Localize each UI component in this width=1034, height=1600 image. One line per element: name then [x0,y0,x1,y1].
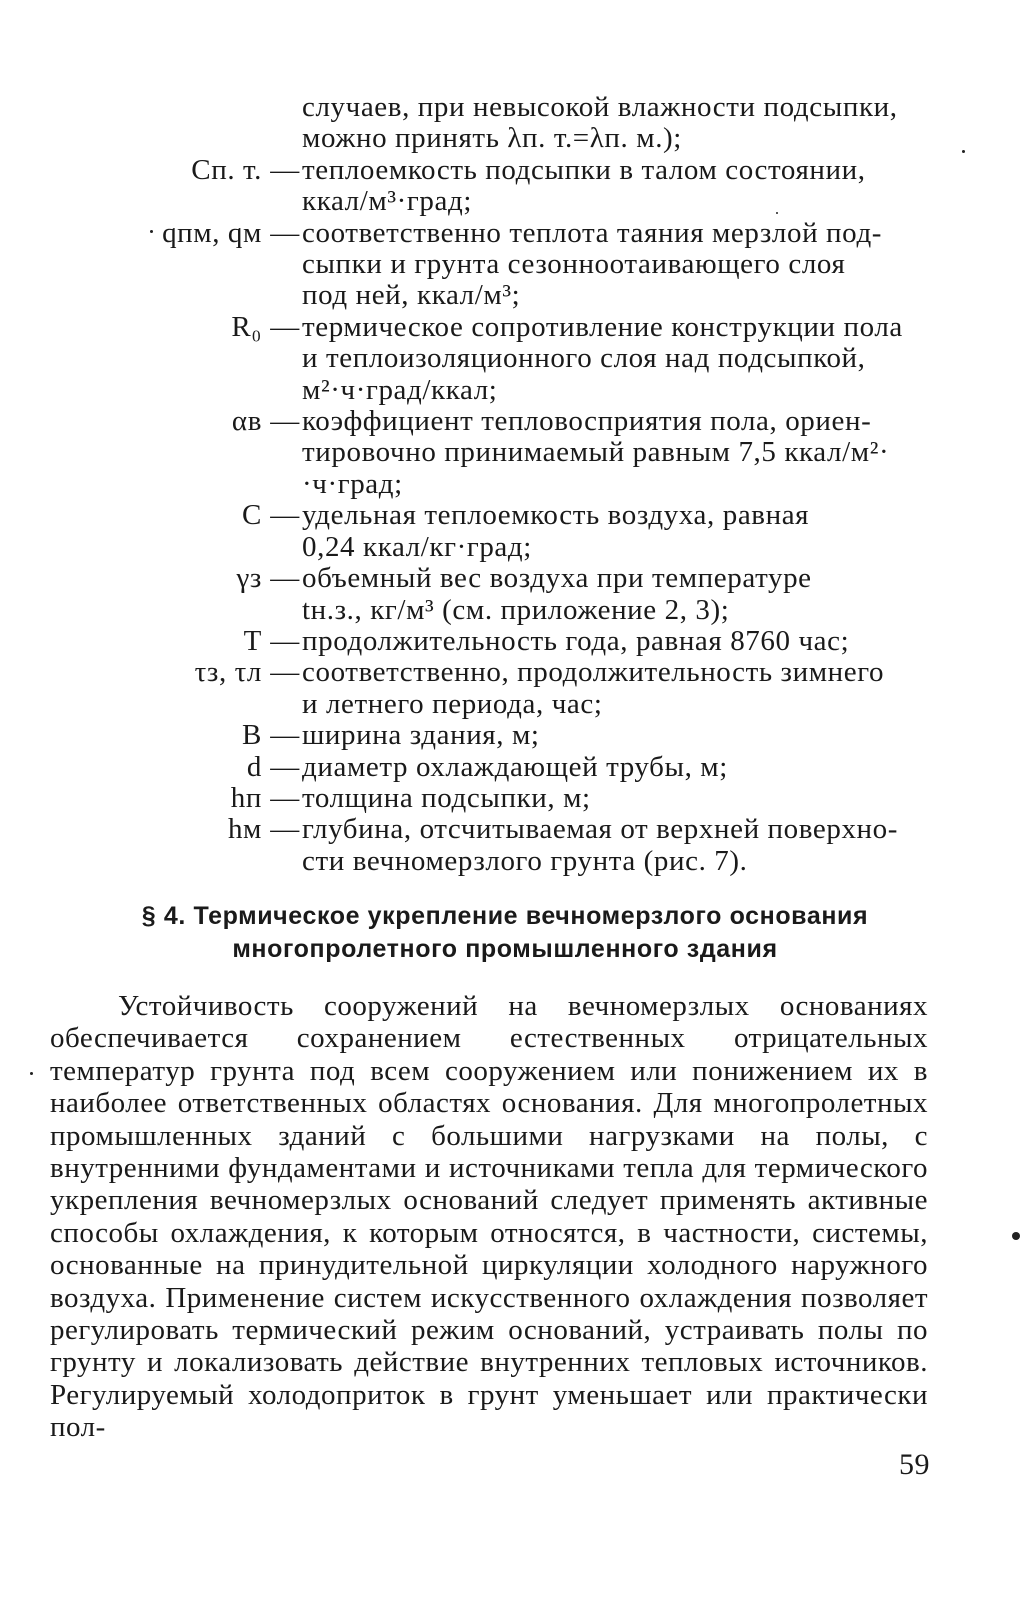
definition-text: тировочно принимаемый равным 7,5 ккал/м²· [302,436,890,469]
definition-text: объемный вес воздуха при температуре [302,562,812,595]
body-paragraph: Устойчивость сооружений на вечномерзлых основаниях обеспечивается сохранением естественных отрицательных температур грунта под всем сооружением или понижением их в наиболее ответственных областях основания. Для многопролетных промышленных зданий с большими нагрузками на полы, с внутренними фундаментами и источниками тепла для термического укрепления вечномерзлых оснований следует применять активные способы охлаждения, к которым относятся, в частности, системы, основанные на принудительной циркуляции холодного наружного воздуха. Применение систем искусственного охлаждения позволяет регулировать термический режим оснований, устраивать полы по грунту и локализовать действие внутренних тепловых источников. Регулируемый холодоприток в грунт уменьшает или практически пол- [50,990,928,1444]
page-number: 59 [899,1448,930,1481]
definition-line [130,752,930,783]
definition-text: м²·ч·град/ккал; [302,373,498,406]
scan-speck [150,230,153,233]
definition-line [130,626,930,657]
definition-symbol: hм [227,813,262,846]
definition-text: теплоемкость подсыпки в талом состоянии, [302,153,866,186]
section-heading-line-1: § 4. Термическое укрепление вечномерзлого основания [141,902,869,930]
definition-dash: — [270,624,300,657]
definition-dash: — [270,216,300,249]
section-heading-line-2: многопролетного промышленного здания [232,935,778,963]
definition-line [130,186,930,217]
definition-line [130,814,930,845]
definition-text: и теплоизоляционного слоя над подсыпкой, [302,342,866,375]
definition-line [130,343,930,374]
definition-line [130,469,930,500]
scan-speck [962,150,965,153]
definitions-list [130,92,930,877]
definition-text: ширина здания, м; [302,719,540,752]
definition-text: ·ч·град; [302,467,403,500]
definition-line [130,375,930,406]
definition-line [130,123,930,154]
scan-speck [776,212,778,214]
definition-text: толщина подсыпки, м; [302,781,591,814]
definition-dash: — [270,781,300,814]
definition-dash: — [270,153,300,186]
definition-text: tн.з., кг/м³ (см. приложение 2, 3); [302,593,730,626]
scan-speck [1012,1232,1020,1240]
definition-text: сыпки и грунта сезонноотаивающего слоя [302,248,846,281]
definition-line [130,532,930,563]
definition-text: и летнего периода, час; [302,687,603,720]
definition-text: под ней, ккал/м³; [302,279,521,312]
definition-line [130,92,930,123]
definition-dash: — [270,656,300,689]
definition-line [130,249,930,280]
definition-line [130,657,930,688]
definition-symbol: hп [230,781,262,814]
definition-text: можно принять λп. т.=λп. м.); [302,122,682,155]
definition-line [130,595,930,626]
definition-symbol: τз, τл [194,656,262,689]
definition-text: 0,24 ккал/кг·град; [302,530,532,563]
definition-text: соответственно теплота таяния мерзлой под- [302,216,883,249]
definition-symbol: qпм, qм [162,216,262,249]
scan-speck [30,1072,33,1075]
definition-dash: — [270,719,300,752]
definition-dash: — [270,499,300,532]
definition-text: диаметр охлаждающей трубы, м; [302,750,728,783]
definition-symbol: αв [231,405,262,438]
definition-symbol: R₀ [231,310,262,343]
definition-text: ккал/м³·град; [302,185,472,218]
definition-text: продолжительность года, равная 8760 час; [302,624,850,657]
definition-symbol: d [246,750,262,783]
definition-dash: — [270,405,300,438]
definition-text: случаев, при невысокой влажности подсыпки, [302,91,898,123]
definition-text: термическое сопротивление конструкции пола [302,310,903,343]
definition-line [130,437,930,468]
definition-symbol: С [242,499,262,532]
definition-dash: — [270,562,300,595]
definition-text: глубина, отсчитываемая от верхней поверхно- [302,813,899,846]
definition-line [130,280,930,311]
definition-line [130,783,930,814]
definition-line [130,500,930,531]
definition-line [130,563,930,594]
definition-line [130,312,930,343]
definition-symbol: Т [243,624,262,657]
section-heading [90,900,920,966]
definition-line [130,689,930,720]
definition-line [130,720,930,751]
definition-line [130,846,930,877]
definition-text: удельная теплоемкость воздуха, равная [302,499,810,532]
definition-symbol: В [242,719,262,752]
definition-line [130,218,930,249]
definition-text: коэффициент тепловосприятия пола, ориен- [302,405,872,438]
definition-dash: — [270,750,300,783]
definition-text: соответственно, продолжительность зимнего [302,656,885,689]
definition-line [130,406,930,437]
definition-dash: — [270,813,300,846]
definition-text: сти вечномерзлого грунта (рис. 7). [302,844,748,877]
definition-line [130,155,930,186]
definition-symbol: γз [236,562,262,595]
definition-dash: — [270,310,300,343]
definition-symbol: Сп. т. [191,153,262,186]
